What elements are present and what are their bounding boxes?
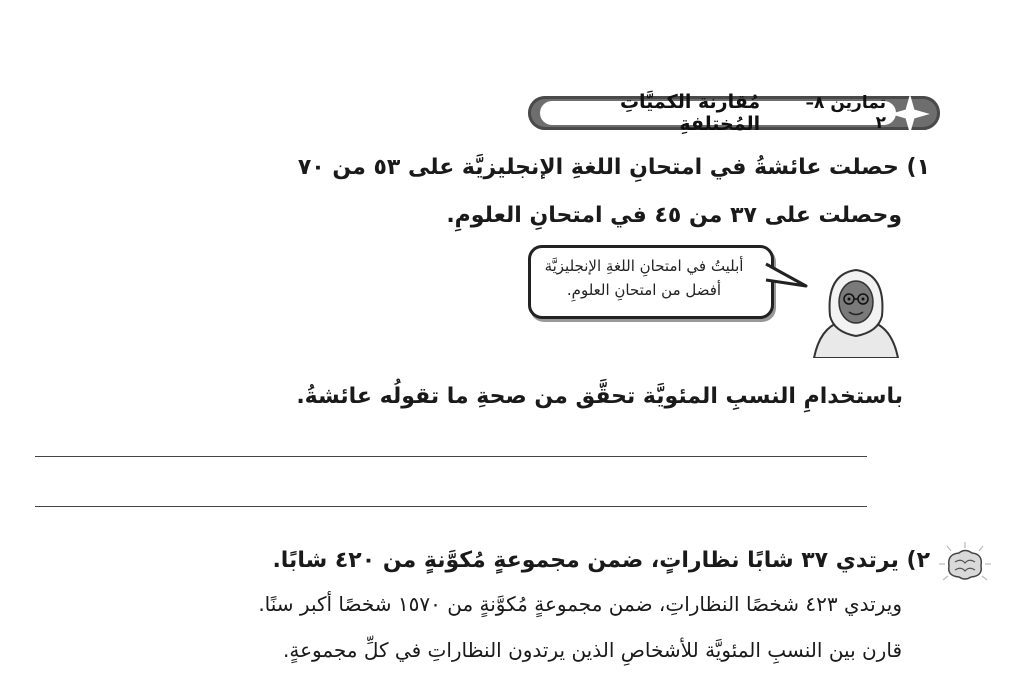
- question-1-instruction: باستخدامِ النسبِ المئويَّة تحقَّق من صحةِ ما تقولُه عائشةُ.: [296, 384, 903, 409]
- answer-line[interactable]: [35, 506, 867, 507]
- speech-bubble: [528, 245, 774, 319]
- section-header-label: [540, 91, 896, 135]
- question-2-text: ٢) يرتدي ٣٧ شابًا نظاراتٍ، ضمن مجموعةٍ مُكوَّنةٍ من ٤٢٠ شابًا.: [272, 548, 930, 573]
- girl-in-headscarf-avatar: [806, 258, 906, 358]
- section-title: مُقارنة الكميَّاتِ المُختلفةِ: [619, 91, 761, 135]
- brain-thinking-icon: [937, 542, 993, 586]
- four-point-star-icon: [890, 94, 930, 134]
- speech-line-1: أبليتُ في امتحانِ اللغةِ الإنجليزيَّة: [544, 257, 744, 275]
- question-1-text-continued: وحصلت على ٣٧ من ٤٥ في امتحانِ العلومِ.: [446, 203, 902, 228]
- answer-line[interactable]: [35, 456, 867, 457]
- question-2-text-line-2: ويرتدي ٤٢٣ شخصًا النظاراتِ، ضمن مجموعةٍ مُكوَّنةٍ من ١٥٧٠ شخصًا أكبر سنًا.: [258, 592, 902, 616]
- question-2-text-line-3: قارن بين النسبِ المئويَّة للأشخاصِ الذين يرتدون النظاراتِ في كلِّ مجموعةٍ.: [282, 638, 902, 662]
- speech-bubble-text: [541, 254, 747, 302]
- question-1-text: ١) حصلت عائشةُ في امتحانِ اللغةِ الإنجليزيَّة على ٥٣ من ٧٠: [297, 155, 930, 180]
- speech-line-2: أفضل من امتحانِ العلومِ.: [566, 281, 722, 299]
- exercise-number: تمارين ٨–٢: [805, 93, 886, 133]
